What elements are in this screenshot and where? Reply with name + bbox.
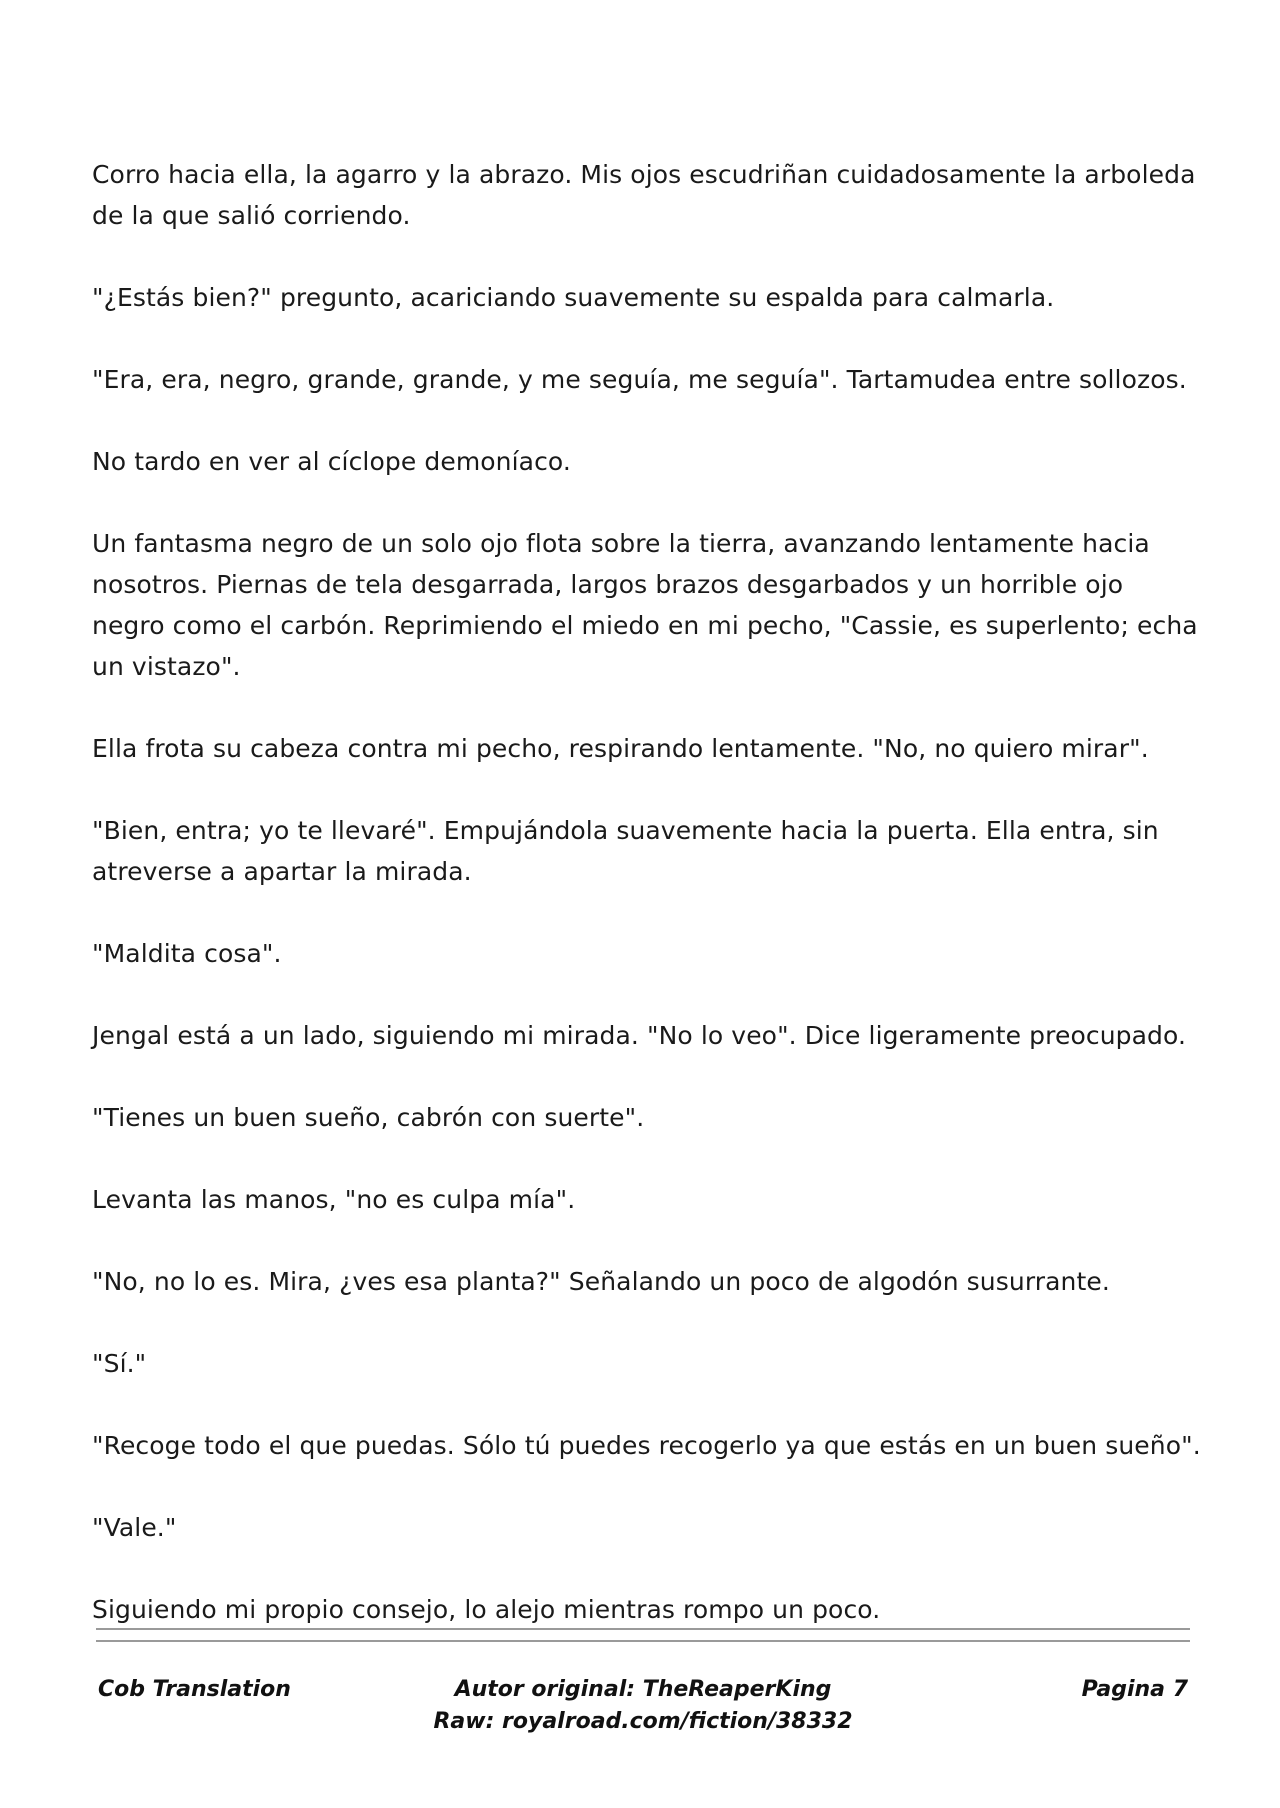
paragraph: "No, no lo es. Mira, ¿ves esa planta?" Señalando un poco de algodón susurrante. bbox=[92, 1267, 1110, 1296]
paragraph: "Vale." bbox=[92, 1513, 177, 1542]
paragraph: "Recoge todo el que puedas. Sólo tú puedes recogerlo ya que estás en un buen sueño". bbox=[92, 1431, 1201, 1460]
paragraph: Corro hacia ella, la agarro y la abrazo. Mis ojos escudriñan cuidadosamente la arboleda de la que salió corriendo. bbox=[92, 160, 1196, 230]
paragraph: "Era, era, negro, grande, grande, y me seguía, me seguía". Tartamudea entre sollozos. bbox=[92, 365, 1187, 394]
paragraph: "Sí." bbox=[92, 1349, 147, 1378]
footer-divider-top bbox=[96, 1628, 1190, 1630]
paragraph: Ella frota su cabeza contra mi pecho, respirando lentamente. "No, no quiero mirar". bbox=[92, 734, 1149, 763]
footer-credits bbox=[96, 1674, 1190, 1738]
footer-page-number: Pagina 7 bbox=[1081, 1677, 1188, 1702]
body-text bbox=[92, 154, 1202, 1671]
paragraph: "Maldita cosa". bbox=[92, 939, 282, 968]
paragraph: Jengal está a un lado, siguiendo mi mirada. "No lo veo". Dice ligeramente preocupado. bbox=[92, 1021, 1187, 1050]
paragraph: Levanta las manos, "no es culpa mía". bbox=[92, 1185, 576, 1214]
footer-divider-bottom bbox=[96, 1640, 1190, 1642]
paragraph: "Tienes un buen sueño, cabrón con suerte". bbox=[92, 1103, 645, 1132]
paragraph: "¿Estás bien?" pregunto, acariciando suavemente su espalda para calmarla. bbox=[92, 283, 1055, 312]
paragraph: No tardo en ver al cíclope demoníaco. bbox=[92, 447, 571, 476]
paragraph: "Bien, entra; yo te llevaré". Empujándola suavemente hacia la puerta. Ella entra, sin atreverse a apartar la mirada. bbox=[92, 816, 1159, 886]
paragraph: Un fantasma negro de un solo ojo flota sobre la tierra, avanzando lentamente hacia nosotros. Piernas de tela desgarrada, largos brazos desgarbados y un horrible ojo negro como el carbón. Reprimiendo el miedo en mi pecho, "Cassie, es superlento; echa un vistazo". bbox=[92, 529, 1198, 681]
footer-translator: Cob Translation bbox=[98, 1677, 291, 1702]
paragraph: Siguiendo mi propio consejo, lo alejo mientras rompo un poco. bbox=[92, 1595, 881, 1624]
footer-original-author: Autor original: TheReaperKing bbox=[454, 1677, 832, 1702]
footer-raw-source: Raw: royalroad.com/fiction/38332 bbox=[433, 1709, 853, 1734]
